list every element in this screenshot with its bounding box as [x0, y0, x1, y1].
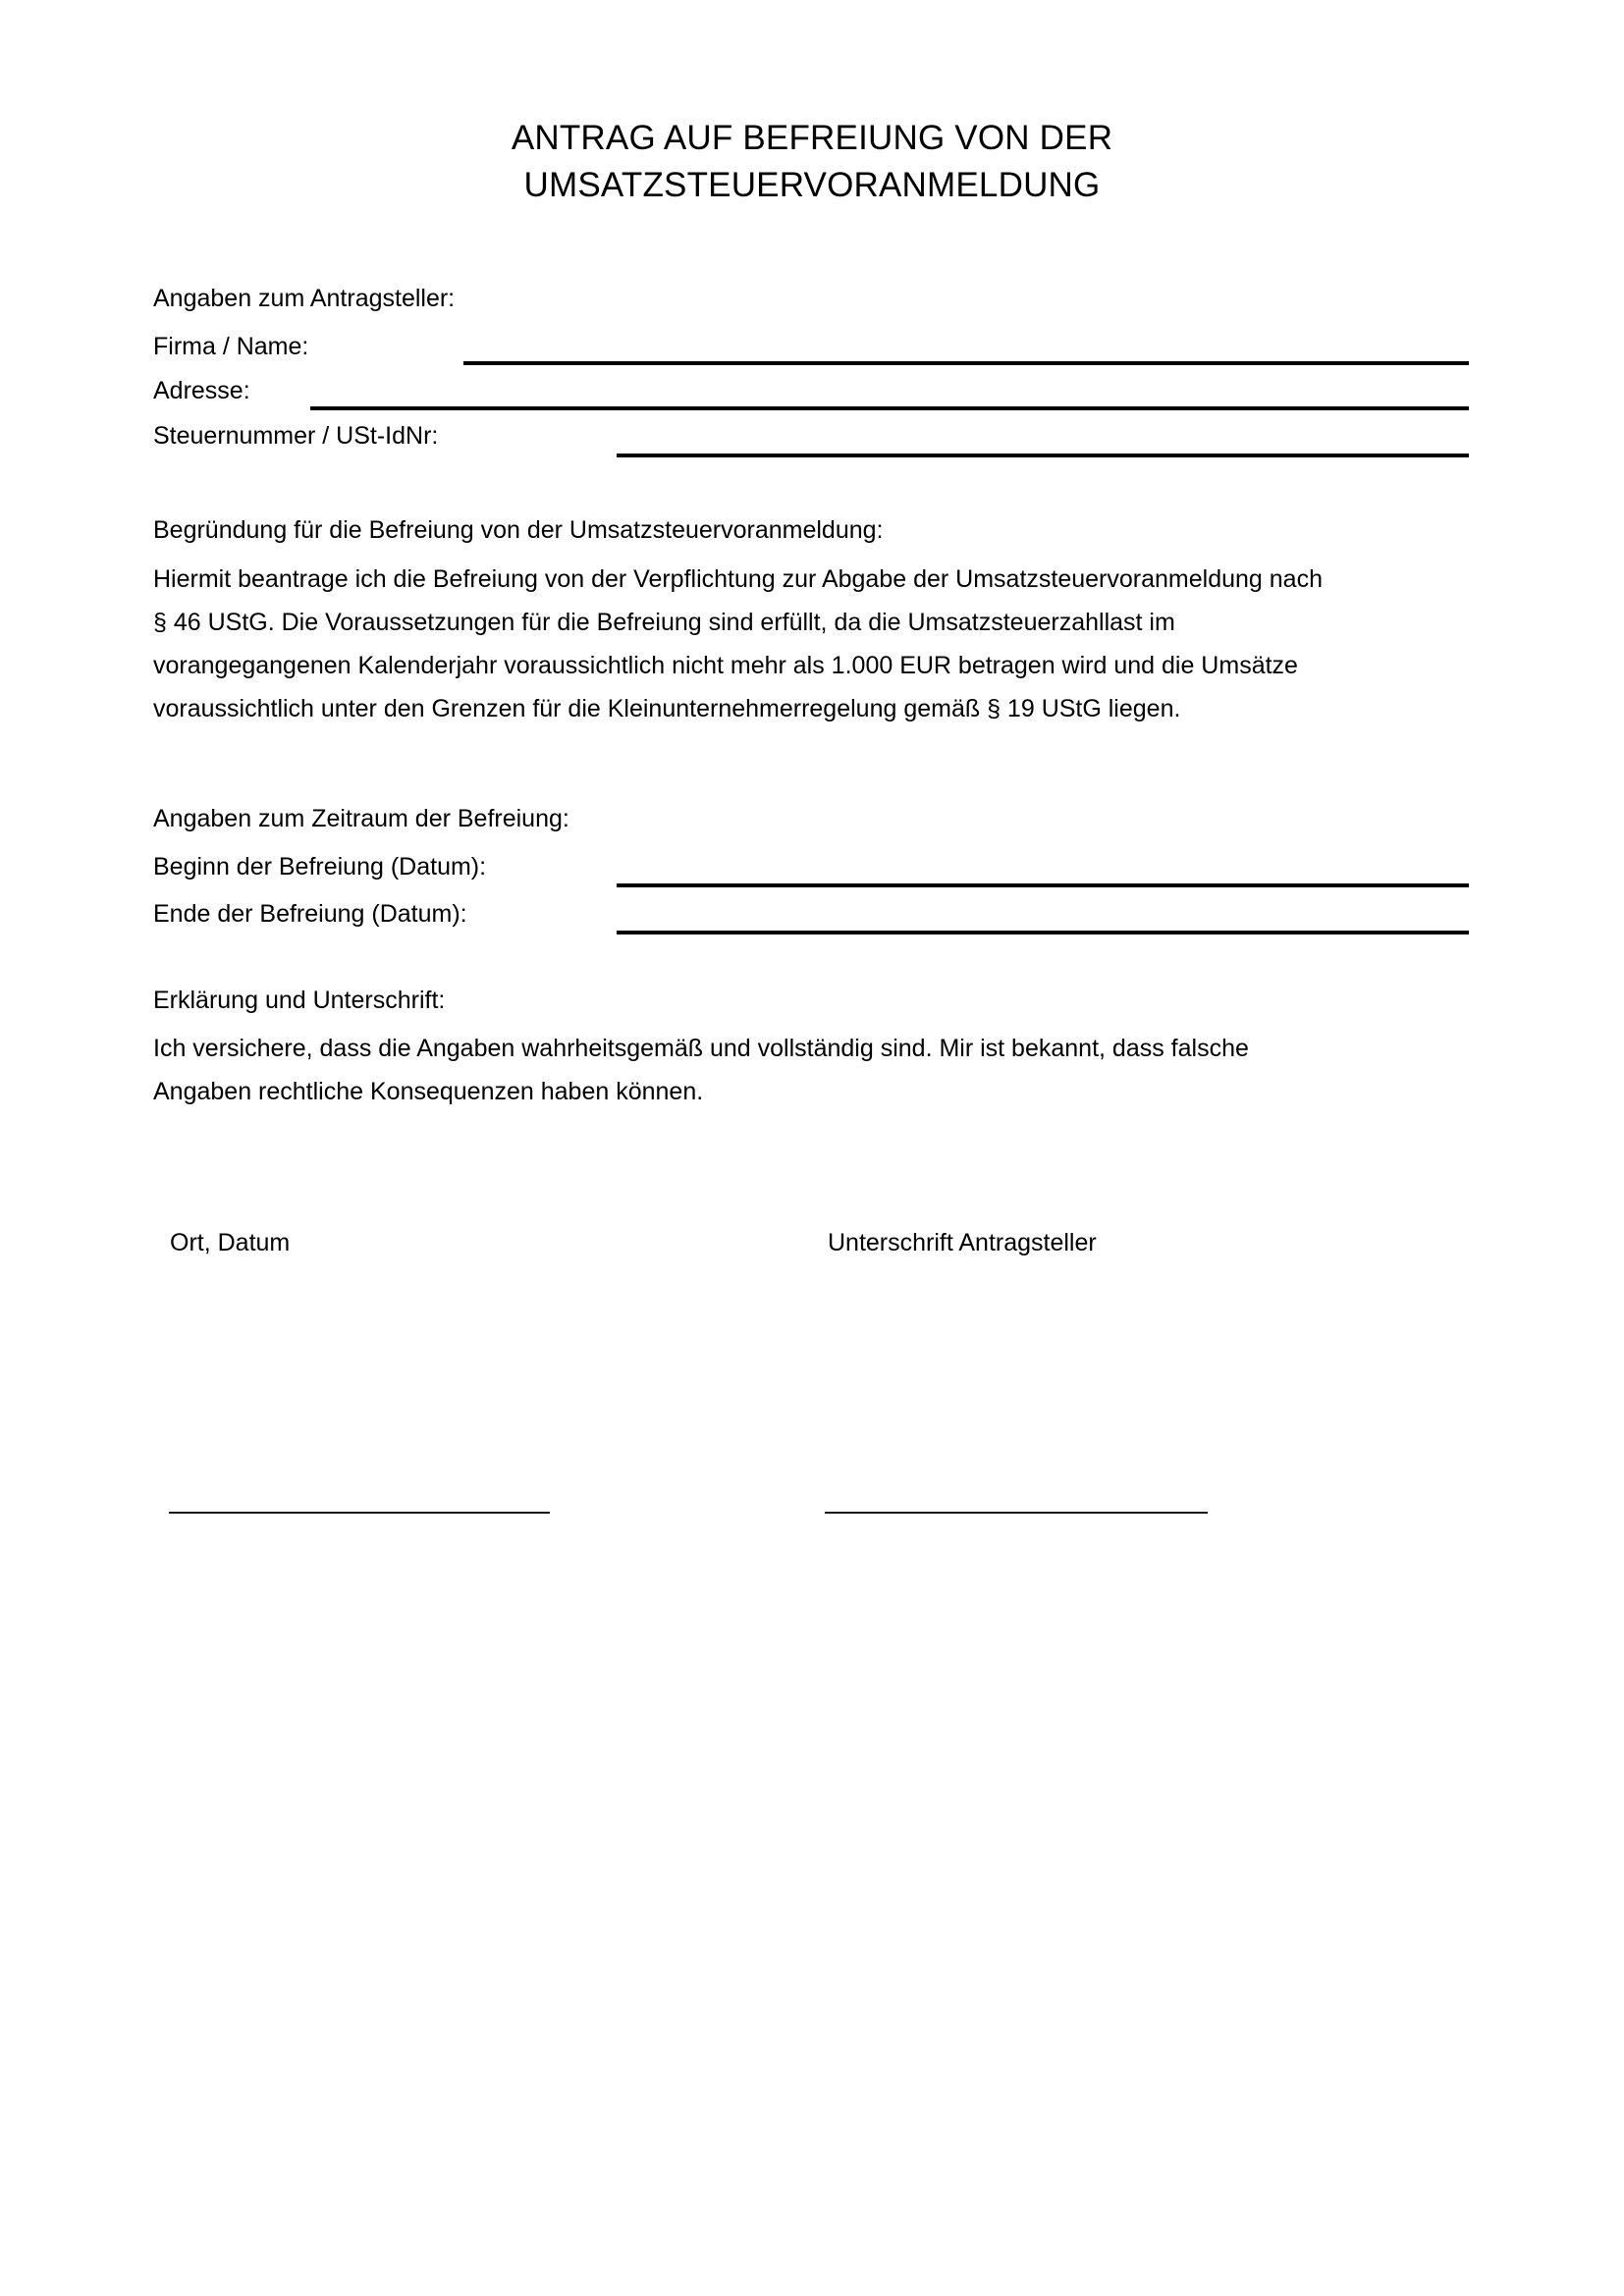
- applicant-signature-line[interactable]: [825, 1512, 1208, 1514]
- period-section-heading: Angaben zum Zeitraum der Befreiung:: [153, 805, 569, 832]
- applicant-section-heading: Angaben zum Antragsteller:: [153, 285, 456, 312]
- signature-label: Unterschrift Antragsteller: [828, 1229, 1097, 1256]
- adresse-input[interactable]: [310, 406, 1469, 410]
- declaration-section-heading: Erklärung und Unterschrift:: [153, 987, 446, 1014]
- page-title-line-1: ANTRAG AUF BEFREIUNG VON DER: [511, 119, 1113, 157]
- page-title-line-2: UMSATZSTEUERVORANMELDUNG: [523, 166, 1101, 204]
- page-title: [0, 115, 1624, 209]
- ende-befreiung-label: Ende der Befreiung (Datum):: [153, 900, 467, 928]
- reason-section-body: [153, 558, 1479, 730]
- declaration-section-body: [153, 1027, 1479, 1113]
- adresse-label: Adresse:: [153, 377, 250, 404]
- declaration-body-line-2: Angaben rechtliche Konsequenzen haben können.: [153, 1078, 704, 1105]
- reason-body-line-4: voraussichtlich unter den Grenzen für die Kleinunternehmerregelung gemäß § 19 UStG liegen.: [153, 695, 1181, 722]
- reason-body-line-2: § 46 UStG. Die Voraussetzungen für die Befreiung sind erfüllt, da die Umsatzsteuerzahllast im: [153, 609, 1175, 636]
- firma-name-label: Firma / Name:: [153, 333, 309, 360]
- firma-name-input[interactable]: [463, 361, 1469, 365]
- beginn-befreiung-input[interactable]: [617, 883, 1469, 887]
- reason-body-line-3: vorangegangenen Kalenderjahr voraussichtlich nicht mehr als 1.000 EUR betragen wird und die Umsätze: [153, 652, 1298, 679]
- steuernummer-label: Steuernummer / USt-IdNr:: [153, 422, 439, 450]
- reason-body-line-1: Hiermit beantrage ich die Befreiung von der Verpflichtung zur Abgabe der Umsatzsteuervoranmeldung nach: [153, 565, 1323, 593]
- beginn-befreiung-label: Beginn der Befreiung (Datum):: [153, 853, 487, 881]
- declaration-body-line-1: Ich versichere, dass die Angaben wahrheitsgemäß und vollständig sind. Mir ist bekannt, dass falsche: [153, 1035, 1249, 1062]
- ende-befreiung-input[interactable]: [617, 931, 1469, 934]
- reason-section-heading: Begründung für die Befreiung von der Umsatzsteuervoranmeldung:: [153, 516, 884, 544]
- place-date-label: Ort, Datum: [170, 1229, 291, 1256]
- steuernummer-input[interactable]: [617, 454, 1469, 457]
- place-date-signature-line[interactable]: [169, 1512, 550, 1514]
